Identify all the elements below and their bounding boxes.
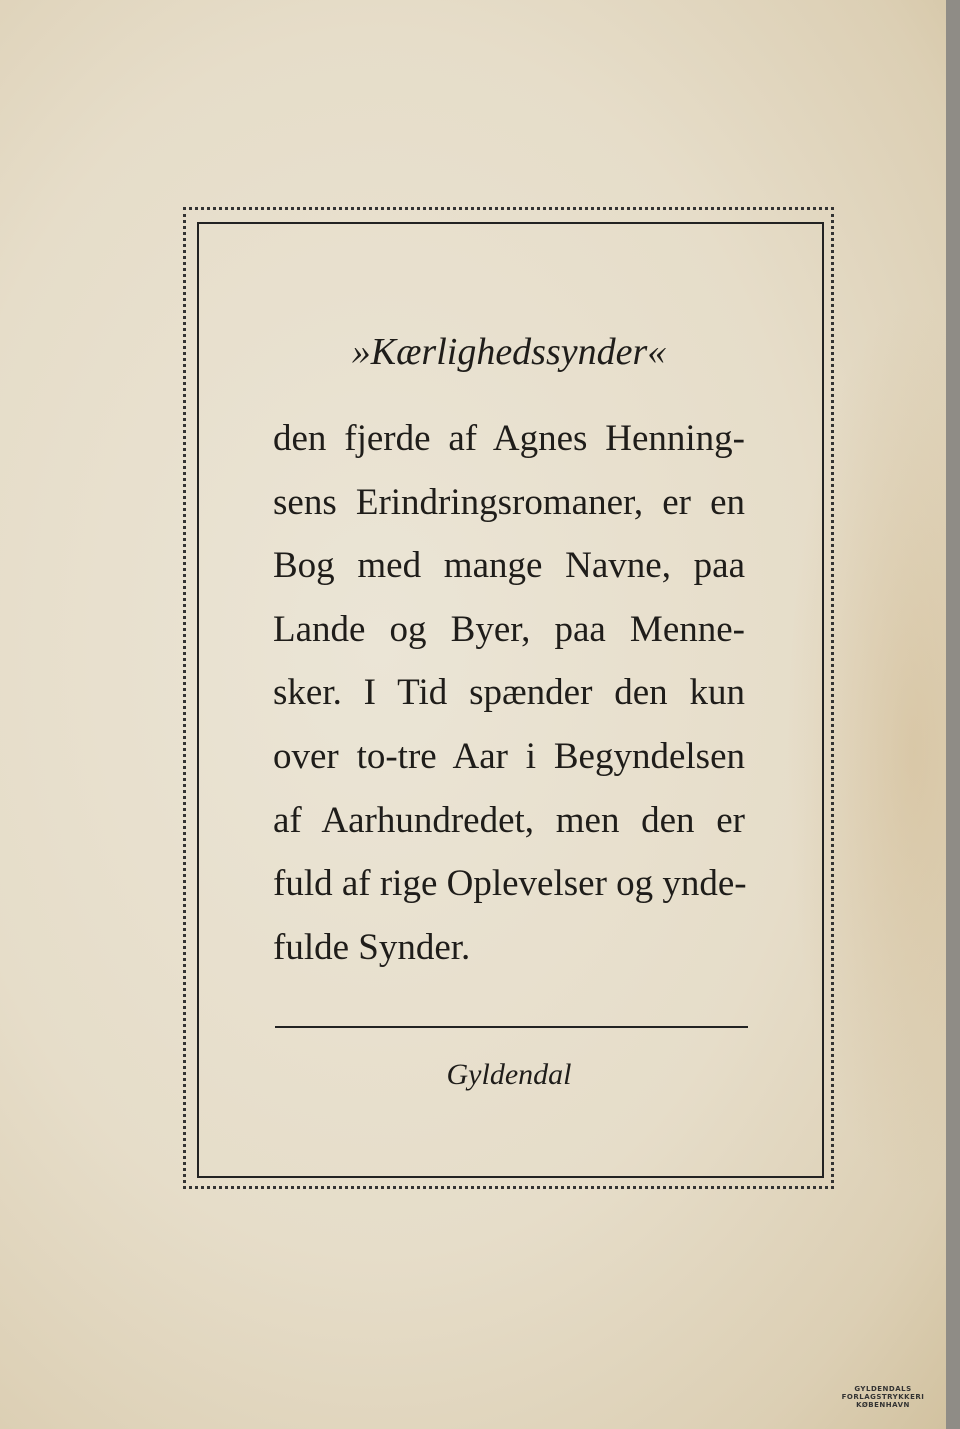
printer-stamp xyxy=(838,1385,928,1409)
blurb-line: fulde Synder. xyxy=(273,926,471,968)
stamp-line: KØBENHAVN xyxy=(856,1401,910,1409)
stamp-line: GYLDENDALS xyxy=(854,1385,912,1393)
blurb-line: af Aarhundredet, men den er xyxy=(273,799,745,841)
blurb-text xyxy=(273,407,745,979)
blurb-line: Bog med mange Navne, paa xyxy=(273,545,745,587)
blurb-line: sens Erindringsromaner, er en xyxy=(273,481,745,523)
publisher-name: Gyldendal xyxy=(446,1058,572,1091)
blurb-line: den fjerde af Agnes Henning- xyxy=(273,418,745,459)
blurb-line: sker. I Tid spænder den kun xyxy=(273,672,745,714)
stamp-line: FORLAGSTRYKKERI xyxy=(841,1393,925,1401)
book-title: »Kærlighedssynder« xyxy=(351,331,667,373)
blurb-line: fuld af rige Oplevelser og ynde- xyxy=(273,863,747,905)
blurb-line: over to-tre Aar i Begyndelsen xyxy=(273,735,745,777)
blurb-line: Lande og Byer, paa Menne- xyxy=(273,608,745,650)
divider-rule xyxy=(275,1026,748,1028)
